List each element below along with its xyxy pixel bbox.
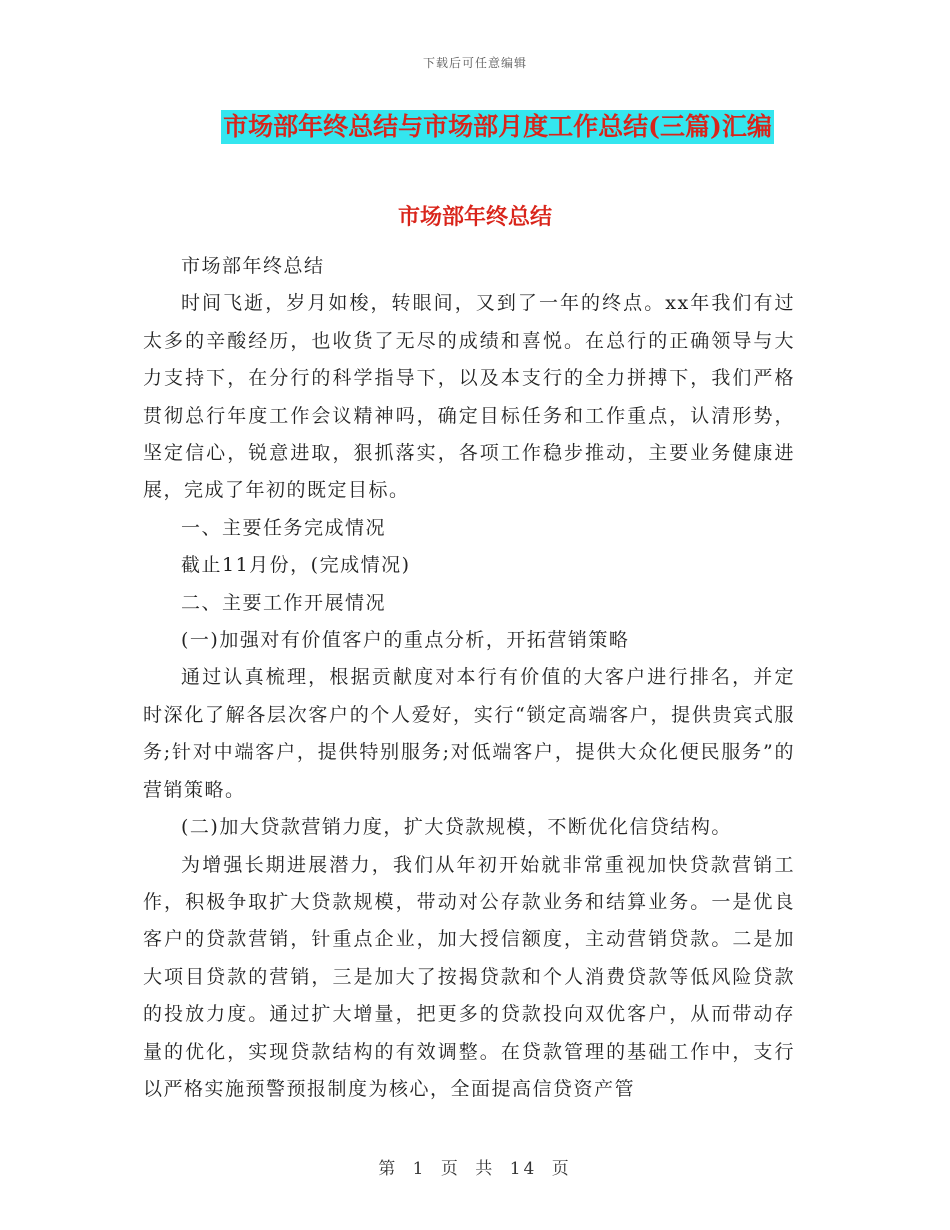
body-paragraph: 截止11月份，(完成情况) bbox=[181, 554, 411, 577]
page-number-footer: 第 1 页 共 14 页 bbox=[378, 1159, 572, 1179]
body-paragraph: 通过认真梳理，根据贡献度对本行有价值的大客户进行排名，并定时深化了解各层次客户的个人爱好，实行“锁定高端客户，提供贵宾式服务;针对中端客户，提供特别服务;对低端客户，提供大众化便民服务”的营销策略。 bbox=[143, 666, 795, 801]
body-paragraph: (二)加大贷款营销力度，扩大贷款规模，不断优化信贷结构。 bbox=[181, 816, 732, 839]
body-paragraph: (一)加强对有价值客户的重点分析，开拓营销策略 bbox=[181, 629, 630, 652]
document-title-container bbox=[0, 110, 950, 144]
body-paragraph: 为增强长期进展潜力，我们从年初开始就非常重视加快贷款营销工作，积极争取扩大贷款规模，带动对公存款业务和结算业务。一是优良客户的贷款营销，针重点企业，加大授信额度，主动营销贷款。二是加大项目贷款的营销，三是加大了按揭贷款和个人消费贷款等低风险贷款的投放力度。通过扩大增量，把更多的贷款投向双优客户，从而带动存量的优化，实现贷款结构的有效调整。在贷款管理的基础工作中，支行以严格实施预警预报制度为核心，全面提高信贷资产管 bbox=[143, 853, 795, 1100]
body-paragraph: 一、主要任务完成情况 bbox=[181, 516, 387, 539]
body-paragraph: 二、主要工作开展情况 bbox=[181, 591, 387, 614]
section-title: 市场部年终总结 bbox=[397, 204, 552, 230]
page-header-note: 下载后可任意编辑 bbox=[422, 56, 527, 70]
body-paragraph: 时间飞逝，岁月如梭，转眼间，又到了一年的终点。xx年我们有过太多的辛酸经历，也收货了无尽的成绩和喜悦。在总行的正确领导与大力支持下，在分行的科学指导下，以及本支行的全力拼搏下，我们严格贯彻总行年度工作会议精神吗，确定目标任务和工作重点，认清形势，坚定信心，锐意进取，狠抓落实，各项工作稳步推动，主要业务健康进展，完成了年初的既定目标。 bbox=[143, 292, 795, 502]
document-body bbox=[143, 248, 795, 1108]
document-title: 市场部年终总结与市场部月度工作总结(三篇)汇编 bbox=[221, 110, 774, 144]
body-paragraph: 市场部年终总结 bbox=[181, 255, 325, 277]
